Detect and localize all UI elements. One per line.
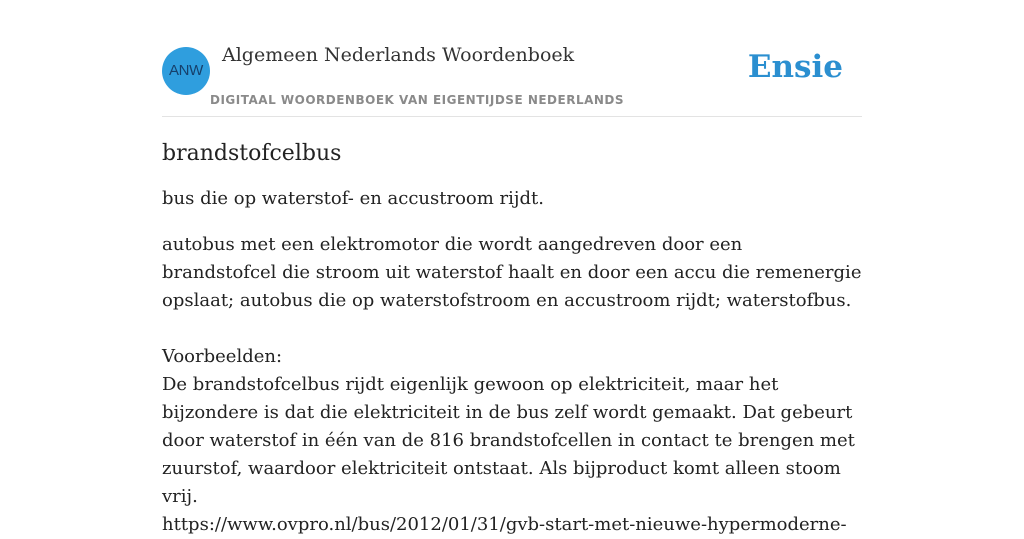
ensie-brand-logo[interactable]: Ensie — [747, 49, 843, 85]
long-definition: autobus met een elektromotor die wordt aangedreven door een brandstofcel die stroom uit waterstof haalt en door een accu die remenergie opslaat; autobus die op waterstofstroom en accustroom rijdt; waterstofbus. — [162, 234, 862, 311]
anw-logo[interactable]: ANW — [162, 47, 210, 95]
site-title[interactable]: Algemeen Nederlands Woordenboek — [222, 44, 575, 66]
site-header — [162, 0, 862, 117]
entry-content — [162, 136, 862, 539]
example-source-link[interactable]: https://www.ovpro.nl/bus/2012/01/31/gvb-start-met-nieuwe-hypermoderne- — [162, 514, 847, 535]
examples-label: Voorbeelden: — [162, 346, 283, 367]
short-definition: bus die op waterstof- en accustroom rijdt. — [162, 188, 544, 209]
entry-headword: brandstofcelbus — [162, 141, 342, 166]
site-subtitle: DIGITAAL WOORDENBOEK VAN EIGENTIJDSE NEDERLANDS — [210, 93, 625, 107]
example-text: De brandstofcelbus rijdt eigenlijk gewoon op elektriciteit, maar het bijzondere is dat die elektriciteit in de bus zelf wordt gemaakt. Dat gebeurt door waterstof in één van de 816 brandstofcellen in contact te brengen met zuurstof, waardoor elektriciteit ontstaat. Als bijproduct komt alleen stoom vrij. — [162, 374, 855, 507]
